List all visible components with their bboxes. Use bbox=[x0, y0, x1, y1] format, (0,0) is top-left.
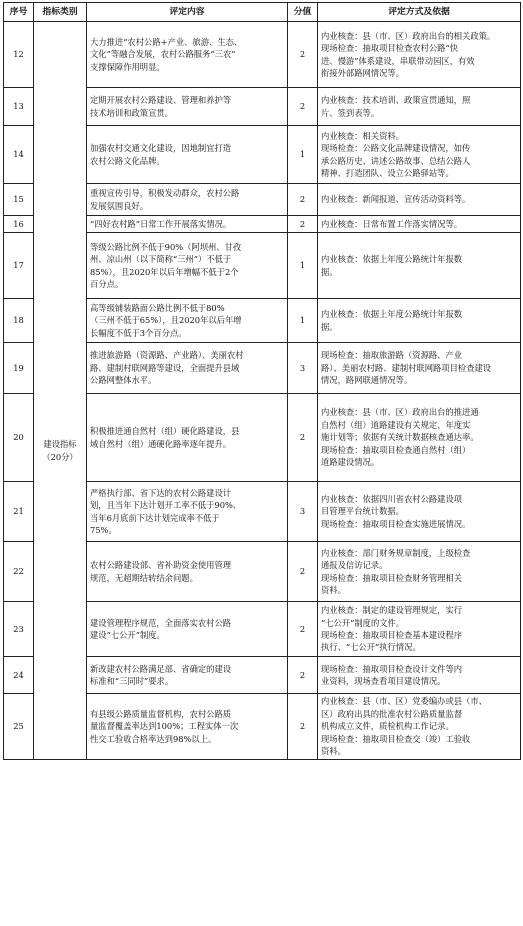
header-score: 分值 bbox=[288, 3, 318, 22]
score-cell: 3 bbox=[288, 343, 318, 394]
method-line: 内业核查：依据上年度公路统计年报数 bbox=[321, 254, 463, 265]
content-line: 域自然村（组）通硬化路率逐年提升。 bbox=[90, 438, 232, 449]
method-cell bbox=[318, 602, 521, 657]
method-line: 现场检查：公路文化品牌建设情况，如传 bbox=[321, 143, 471, 154]
method-cell bbox=[318, 88, 521, 126]
method-line: 资料。 bbox=[321, 584, 346, 595]
method-line: 现场检查：抽取项目检查实施进展情况。 bbox=[321, 518, 471, 529]
content-line: 性交工验收合格率达到98%以上。 bbox=[90, 733, 217, 744]
row-number: 15 bbox=[4, 184, 34, 216]
row-number: 19 bbox=[4, 343, 34, 394]
method-line: 施计划等；依据有关统计数据核查通达率。 bbox=[321, 432, 479, 443]
score-cell: 1 bbox=[288, 233, 318, 299]
row-number: 14 bbox=[4, 126, 34, 184]
row-number: 12 bbox=[4, 22, 34, 88]
method-line: 道路建设情况。 bbox=[321, 457, 380, 468]
method-line: 现场检查：抽取项目检查交（竣）工验收 bbox=[321, 733, 471, 744]
content-cell bbox=[87, 126, 288, 184]
method-cell bbox=[318, 482, 521, 542]
method-line: 现场检查：抽取项目检查基本建设程序 bbox=[321, 630, 463, 640]
score-cell: 1 bbox=[288, 299, 318, 343]
content-line: 高等级铺装路面公路比例不低于80% bbox=[90, 302, 225, 313]
content-cell bbox=[87, 602, 288, 657]
content-line: 农村公路建设部、省补助资金使用管理 bbox=[90, 560, 232, 571]
method-line: 内业核查：日常布置工作落实情况等。 bbox=[321, 218, 463, 229]
score-cell: 2 bbox=[288, 184, 318, 216]
score-cell: 2 bbox=[288, 694, 318, 760]
method-line: 执行、“七公开”执行情况。 bbox=[321, 642, 421, 653]
method-line: “七公开”制度的文件。 bbox=[321, 617, 405, 628]
score-cell: 2 bbox=[288, 216, 318, 233]
method-line: 内业核查：相关资料。 bbox=[321, 130, 404, 141]
content-line: 大力推进“农村公路+产业、旅游、生态、 bbox=[90, 36, 243, 47]
method-line: 内业核查：技术培训、政策宣贯通知，照 bbox=[321, 95, 471, 106]
method-line: 内业核查：依据四川省农村公路建设项 bbox=[321, 493, 463, 504]
content-line: 重视宣传引导，积极发动群众，农村公路 bbox=[90, 188, 240, 199]
content-line: 路、建制村联网路等建设，全面提升县域 bbox=[90, 362, 240, 373]
row-number: 16 bbox=[4, 216, 34, 233]
method-cell bbox=[318, 394, 521, 482]
method-cell bbox=[318, 184, 521, 216]
content-cell bbox=[87, 184, 288, 216]
table-row bbox=[4, 22, 521, 88]
content-cell bbox=[87, 394, 288, 482]
score-cell: 2 bbox=[288, 657, 318, 694]
method-line: 据。 bbox=[321, 321, 338, 332]
content-line: 支撑保障作用明显。 bbox=[90, 61, 165, 72]
method-cell bbox=[318, 657, 521, 694]
category-label: （20分） bbox=[42, 451, 78, 462]
method-cell bbox=[318, 126, 521, 184]
row-number: 22 bbox=[4, 542, 34, 602]
content-line: 75%。 bbox=[90, 524, 117, 535]
content-line: 积极推进通自然村（组）硬化路建设，县 bbox=[90, 426, 240, 437]
score-cell: 2 bbox=[288, 394, 318, 482]
content-line: 新改建农村公路满足部、省确定的建设 bbox=[90, 663, 232, 674]
header-num: 序号 bbox=[4, 3, 34, 22]
content-line: 建设管理程序规范，全面落实农村公路 bbox=[90, 617, 232, 628]
method-line: 内业核查：县（市、区）政府出台的相关政策。 bbox=[321, 30, 496, 41]
score-cell: 2 bbox=[288, 542, 318, 602]
content-cell bbox=[87, 542, 288, 602]
method-line: 精神、打造团队、设立公路驿站等。 bbox=[321, 167, 454, 178]
content-line: 严格执行部、省下达的农村公路建设计 bbox=[90, 487, 232, 498]
score-cell: 2 bbox=[288, 88, 318, 126]
header-method: 评定方式及依据 bbox=[318, 3, 521, 22]
content-line: 长幅度不低于3个百分点。 bbox=[90, 327, 187, 338]
content-line: 技术培训和政策宣贯。 bbox=[90, 107, 173, 118]
content-line: 当年6月底前下达计划完成率不低于 bbox=[90, 512, 220, 523]
method-line: 内业核查：新闻报道、宣传活动资料等。 bbox=[321, 194, 471, 205]
content-line: 文化”等融合发展，农村公路服务“三农” bbox=[90, 49, 236, 60]
content-line: 定期开展农村公路建设、管理和养护等 bbox=[90, 95, 232, 106]
method-line: 现场检查：抽取旅游路（资源路、产业 bbox=[321, 350, 463, 361]
row-number: 21 bbox=[4, 482, 34, 542]
evaluation-table bbox=[3, 2, 521, 760]
method-line: 目管理平台统计数据。 bbox=[321, 506, 404, 517]
row-number: 25 bbox=[4, 694, 34, 760]
content-cell bbox=[87, 343, 288, 394]
method-line: 内业核查：县（市、区）政府出台的推进通 bbox=[321, 407, 479, 418]
method-line: 现场检查：抽取项目检查农村公路“快 bbox=[321, 43, 458, 54]
content-cell bbox=[87, 657, 288, 694]
method-line: 据。 bbox=[321, 266, 338, 277]
content-cell bbox=[87, 233, 288, 299]
method-line: 自然村（组）道路建设有关规定、年度实 bbox=[321, 419, 471, 430]
method-line: 资料。 bbox=[321, 746, 346, 757]
method-cell bbox=[318, 694, 521, 760]
method-line: 承公路历史、讲述公路故事、总结公路人 bbox=[321, 155, 471, 166]
content-line: 85%），且2020年以后年增幅不低于2个 bbox=[90, 266, 239, 277]
content-line: 公路网整体水平。 bbox=[90, 375, 157, 386]
row-number: 23 bbox=[4, 602, 34, 657]
method-line: 内业核查：部门财务规章制度，上级检查 bbox=[321, 547, 471, 558]
content-cell bbox=[87, 299, 288, 343]
method-line: 区）政府出具的批准农村公路质量监督 bbox=[321, 708, 463, 719]
method-line: 内业核查：制定的建设管理规定，实行 bbox=[321, 605, 463, 616]
content-cell bbox=[87, 694, 288, 760]
content-cell bbox=[87, 88, 288, 126]
method-line: 路）、美丽农村路、建制村联网路项目检查建设 bbox=[321, 362, 492, 373]
score-cell: 2 bbox=[288, 22, 318, 88]
content-cell bbox=[87, 22, 288, 88]
method-line: 通报及信访记录。 bbox=[321, 560, 388, 571]
method-line: 业资料，现场查看项目建设情况。 bbox=[321, 676, 446, 686]
content-cell bbox=[87, 482, 288, 542]
content-line: 发展氛围良好。 bbox=[90, 200, 149, 211]
content-line: 有县级公路质量监督机构，农村公路质 bbox=[90, 708, 232, 719]
header-row bbox=[4, 3, 521, 22]
method-line: 内业核查：县（市、区）党委编办或县（市、 bbox=[321, 696, 487, 707]
method-cell bbox=[318, 216, 521, 233]
content-line: 农村公路文化品牌。 bbox=[90, 155, 165, 166]
method-line: 情况，路网联通情况等。 bbox=[321, 375, 413, 386]
method-cell bbox=[318, 343, 521, 394]
method-cell bbox=[318, 233, 521, 299]
category-label: 建设指标 bbox=[43, 439, 77, 450]
content-line: 等级公路比例不低于90%（阿坝州、甘孜 bbox=[90, 241, 242, 252]
content-line: 州、凉山州（以下简称“三州”）不低于 bbox=[90, 254, 232, 265]
method-line: 机构成立文件，质检机构工作记录。 bbox=[321, 721, 454, 732]
content-line: 建设“七公开”制度。 bbox=[90, 630, 165, 640]
content-line: （三州不低于65%），且2020年以后年增 bbox=[90, 315, 242, 326]
header-category: 指标类别 bbox=[34, 3, 87, 22]
content-line: 量监督覆盖率达到100%；工程实体一次 bbox=[90, 721, 239, 732]
row-number: 18 bbox=[4, 299, 34, 343]
method-line: 片、签到表等。 bbox=[321, 107, 380, 118]
content-line: 加强农村交通文化建设，因地制宜打造 bbox=[90, 143, 232, 154]
content-line: 标准和“三同时”要求。 bbox=[90, 676, 174, 686]
method-line: 现场检查：抽取项目检查财务管理相关 bbox=[321, 572, 463, 583]
method-cell bbox=[318, 542, 521, 602]
header-content: 评定内容 bbox=[87, 3, 288, 22]
method-line: 现场检查：抽取项目检查通自然村（组） bbox=[321, 444, 471, 455]
content-line: 规范，无超期结转结余问题。 bbox=[90, 572, 198, 583]
score-cell: 2 bbox=[288, 602, 318, 657]
score-cell: 1 bbox=[288, 126, 318, 184]
method-cell bbox=[318, 299, 521, 343]
method-line: 进、慢游”体系建设，串联带动园区，有效 bbox=[321, 55, 475, 66]
content-line: 推进旅游路（资源路、产业路）、美丽农村 bbox=[90, 350, 244, 361]
method-line: 内业核查：依据上年度公路统计年报数 bbox=[321, 309, 463, 320]
row-number: 24 bbox=[4, 657, 34, 694]
row-number: 17 bbox=[4, 233, 34, 299]
content-cell bbox=[87, 216, 288, 233]
method-line: 现场检查：抽取项目检查设计文件等内 bbox=[321, 663, 463, 674]
method-cell bbox=[318, 22, 521, 88]
row-number: 20 bbox=[4, 394, 34, 482]
row-number: 13 bbox=[4, 88, 34, 126]
score-cell: 3 bbox=[288, 482, 318, 542]
category-cell bbox=[34, 22, 87, 760]
content-line: 百分点。 bbox=[90, 278, 124, 289]
content-line: 划，且当年下达计划开工率不低于90%、 bbox=[90, 500, 242, 511]
content-line: “四好农村路”日常工作开展落实情况。 bbox=[90, 218, 232, 229]
method-line: 衔接外部路网情况等。 bbox=[321, 67, 404, 78]
